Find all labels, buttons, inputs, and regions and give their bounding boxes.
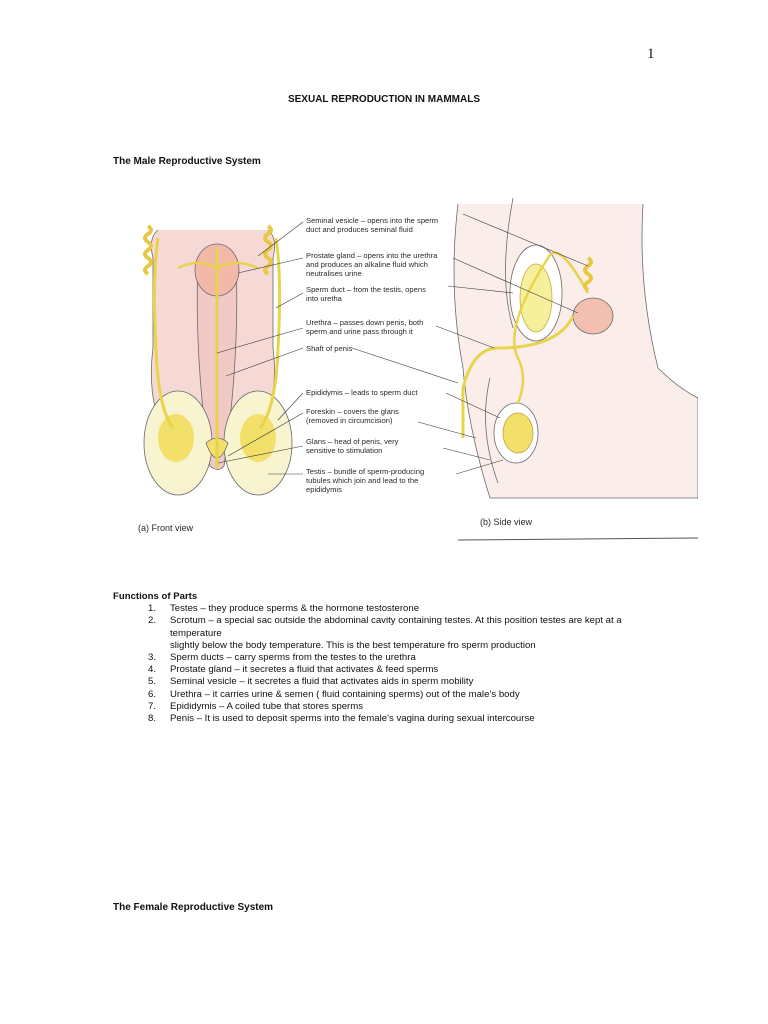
label-testis-line2: tubules which join and lead to the xyxy=(306,476,419,485)
list-item-number: 1. xyxy=(147,603,156,615)
label-glans-line1: Glans – head of penis, very xyxy=(306,437,399,446)
list-item-number: 6. xyxy=(147,688,156,700)
list-item xyxy=(113,689,673,701)
label-testis-line3: epididymis xyxy=(306,485,342,494)
male-reproductive-diagram xyxy=(118,198,698,543)
svg-text:Testis – bundle of sperm-produ xyxy=(306,467,424,494)
list-item-text: Urethra – it carries urine & semen ( fluid containing sperms) out of the male’s body xyxy=(170,688,520,700)
diagram-svg xyxy=(118,198,698,543)
figure-bottom-edge xyxy=(458,538,698,540)
label-epididymis: Epididymis – leads to sperm duct xyxy=(306,388,418,397)
label-seminal-vesicle-line2: duct and produces seminal fluid xyxy=(306,225,413,234)
list-item-text: slightly below the body temperature. This is the best temperature fro sperm production xyxy=(170,639,536,651)
list-item-text: Penis – It is used to deposit sperms into the female’s vagina during sexual intercourse xyxy=(170,713,535,725)
side-body-outline xyxy=(454,204,698,498)
list-item-number: 7. xyxy=(147,700,156,712)
list-item xyxy=(113,676,673,688)
svg-text:Glans – head of penis, verysen xyxy=(306,437,399,455)
list-item-text: Scrotum – a special sac outside the abdominal cavity containing testes. At this position testes are kept at a temperature xyxy=(170,615,622,639)
svg-text:Seminal vesicle – opens into t xyxy=(306,216,438,234)
side-view-illustration xyxy=(454,198,698,498)
svg-text:Sperm duct – from the testis, xyxy=(306,285,426,303)
label-urethra-line2: sperm and urine pass through it xyxy=(306,327,413,336)
list-item-number: 8. xyxy=(147,713,156,725)
label-shaft: Shaft of penis xyxy=(306,344,353,353)
caption-front-view: (a) Front view xyxy=(138,523,194,533)
document-title: SEXUAL REPRODUCTION IN MAMMALS xyxy=(287,94,481,105)
label-urethra-line1: Urethra – passes down penis, both xyxy=(306,318,424,327)
label-sperm-duct-line2: into uretha xyxy=(306,294,342,303)
label-foreskin-line2: (removed in circumcision) xyxy=(306,416,393,425)
list-item-text: Testes – they produce sperms & the hormone testosterone xyxy=(170,603,420,615)
list-item xyxy=(113,664,673,676)
side-testis-core xyxy=(503,413,533,453)
label-prostate-line2: and produces an alkaline fluid which xyxy=(306,260,429,269)
list-item-text: Epididymis – A coiled tube that stores sperms xyxy=(170,700,364,712)
label-foreskin-line1: Foreskin – covers the glans xyxy=(306,407,399,416)
list-item-text: Prostate gland – it secretes a fluid that activates & feed sperms xyxy=(170,664,439,676)
caption-side-view: (b) Side view xyxy=(480,517,533,527)
list-item xyxy=(113,701,673,713)
page-number: 1 xyxy=(647,46,655,62)
section-heading-female: The Female Reproductive System xyxy=(113,902,274,913)
list-item-number: 4. xyxy=(147,664,156,676)
section-heading-male: The Male Reproductive System xyxy=(113,156,261,167)
list-item-text: Sperm ducts – carry sperms from the testes to the urethra xyxy=(170,652,416,664)
front-view-illustration xyxy=(144,226,292,495)
list-item xyxy=(113,652,673,664)
leader-foreskin-side xyxy=(418,422,476,438)
label-sperm-duct-line1: Sperm duct – from the testis, opens xyxy=(306,285,426,294)
list-item xyxy=(113,603,673,615)
front-testis-left-core xyxy=(158,414,194,462)
list-item-number: 3. xyxy=(147,652,156,664)
label-glans-line2: sensitive to stimulation xyxy=(306,446,383,455)
list-item xyxy=(113,615,673,639)
list-item-number: 2. xyxy=(147,615,156,627)
list-item xyxy=(113,713,673,725)
label-testis-line1: Testis – bundle of sperm-producing xyxy=(306,467,425,476)
front-seminal-vesicle-left xyxy=(145,226,151,274)
svg-text:Epididymis – leads to sperm du xyxy=(306,388,418,397)
list-item-number: 5. xyxy=(147,676,156,688)
functions-heading: Functions of Parts xyxy=(113,591,198,602)
label-prostate-line1: Prostate gland – opens into the urethra xyxy=(306,251,438,260)
list-item-text: Seminal vesicle – it secretes a fluid that activates aids in sperm mobility xyxy=(170,676,474,688)
svg-text:Urethra – passes down penis, b xyxy=(306,318,423,336)
functions-of-parts xyxy=(113,591,673,725)
label-prostate-line3: neutralises urine xyxy=(306,269,362,278)
list-item-continuation xyxy=(113,640,673,652)
leader-shaft-side xyxy=(352,348,458,383)
svg-text:Foreskin – covers the glans(re xyxy=(306,407,399,425)
svg-text:Prostate gland – opens into th xyxy=(306,251,438,278)
svg-text:Shaft of penis xyxy=(306,344,353,353)
side-prostate xyxy=(573,298,613,334)
label-seminal-vesicle-line1: Seminal vesicle – opens into the sperm xyxy=(306,216,439,225)
